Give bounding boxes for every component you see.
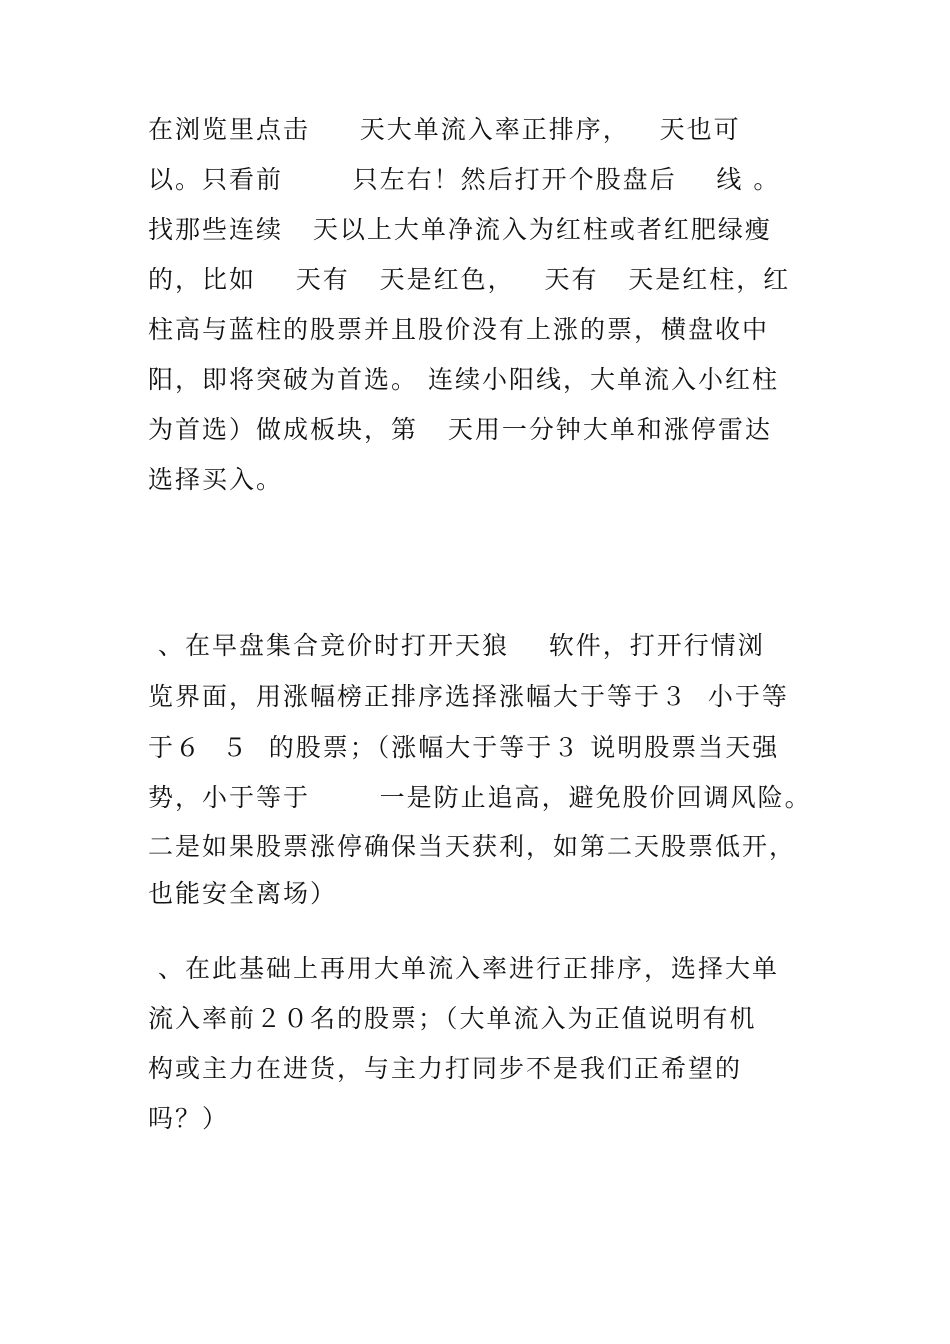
paragraph-line: 势，小于等于 一是防止追高，避免股价回调风险。: [148, 783, 812, 812]
paragraph-line: 在浏览里点击 天大单流入率正排序， 天也可: [148, 115, 741, 144]
paragraph-line: 、在此基础上再用大单流入率进行正排序，选择大单: [148, 954, 779, 983]
paragraph-line: 二是如果股票涨停确保当天获利，如第二天股票低开，: [148, 832, 797, 861]
paragraph-line: 吗？）: [148, 1104, 230, 1133]
paragraph-line: 为首选）做成板块，第 天用一分钟大单和涨停雷达: [148, 415, 772, 444]
paragraph-line: 览界面，用涨幅榜正排序选择涨幅大于等于３ 小于等: [148, 682, 789, 711]
paragraph-line: 柱高与蓝柱的股票并且股价没有上涨的票，横盘收中: [148, 315, 770, 344]
paragraph-line: 以。只看前 只左右！然后打开个股盘后 线 。: [148, 165, 781, 194]
paragraph-line: 于６ ５ 的股票；（涨幅大于等于３ 说明股票当天强: [148, 733, 780, 762]
paragraph-line: 构或主力在进货，与主力打同步不是我们正希望的: [148, 1054, 743, 1083]
paragraph-line: 阳，即将突破为首选。 连续小阳线，大单流入小红柱: [148, 365, 779, 394]
paragraph-line: 找那些连续 天以上大单净流入为红柱或者红肥绿瘦: [148, 215, 772, 244]
paragraph-line: 选择买入。: [148, 465, 284, 494]
paragraph-line: 流入率前２０名的股票；（大单流入为正值说明有机: [148, 1004, 757, 1033]
paragraph-line: 的，比如 天有 天是红色， 天有 天是红柱，红: [148, 265, 791, 294]
paragraph-line: 也能安全离场）: [148, 879, 338, 908]
paragraph-line: 、在早盘集合竞价时打开天狼 软件，打开行情浏: [148, 631, 765, 660]
